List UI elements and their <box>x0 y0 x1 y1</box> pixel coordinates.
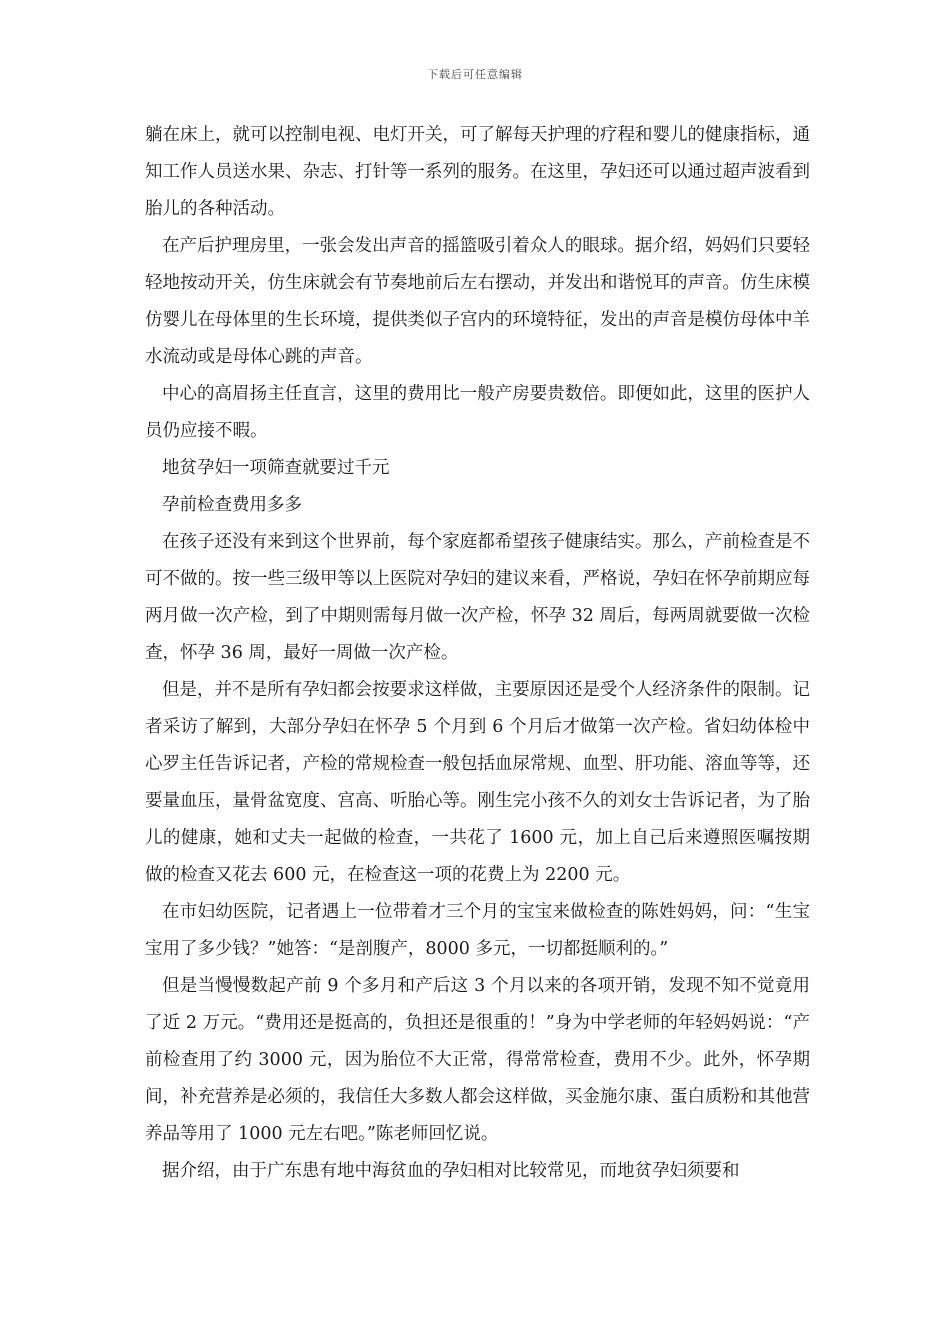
paragraph: 据介绍，由于广东患有地中海贫血的孕妇相对比较常见，而地贫孕妇须要和 <box>162 1161 740 1181</box>
section-heading: 地贫孕妇一项筛查就要过千元 <box>162 458 390 478</box>
section-heading: 孕前检查费用多多 <box>162 495 302 515</box>
document-body <box>145 117 810 1190</box>
paragraph: 在产后护理房里，一张会发出声音的摇篮吸引着众人的眼球。据介绍，妈妈们只要轻轻地按动开关，仿生床就会有节奏地前后左右摆动，并发出和谐悦耳的声音。仿生床模仿婴儿在母体里的生长环境，提供类似子宫内的环境特征，发出的声音是模仿母体中羊水流动或是母体心跳的声音。 <box>145 236 810 367</box>
paragraph: 但是，并不是所有孕妇都会按要求这样做，主要原因还是受个人经济条件的限制。记者采访了解到，大部分孕妇在怀孕 5 个月到 6 个月后才做第一次产检。省妇幼体检中心罗主任告诉记者，产检的常规检查一般包括血尿常规、血型、肝功能、溶血等等，还要量血压，量骨盆宽度、宫高、听胎心等。刚生完小孩不久的刘女士告诉记者，为了胎儿的健康，她和丈夫一起做的检查，一共花了 1600 元，加上自己后来遵照医嘱按期做的检查又花去 600 元，在检查这一项的花费上为 2200 元。 <box>145 680 810 885</box>
paragraph: 但是当慢慢数起产前 9 个多月和产后这 3 个月以来的各项开销，发现不知不觉竟用了近 2 万元。“费用还是挺高的，负担还是很重的！”身为中学老师的年轻妈妈说：“产前检查用了约 3000 元，因为胎位不大正常，得常常检查，费用不少。此外，怀孕期间，补充营养是必须的，我信任大多数人都会这样做，买金施尔康、蛋白质粉和其他营养品等用了 1000 元左右吧。”陈老师回忆说。 <box>145 976 810 1144</box>
paragraph: 中心的高眉扬主任直言，这里的费用比一般产房要贵数倍。即便如此，这里的医护人员仍应接不暇。 <box>145 384 810 441</box>
paragraph: 躺在床上，就可以控制电视、电灯开关，可了解每天护理的疗程和婴儿的健康指标，通知工作人员送水果、杂志、打针等一系列的服务。在这里，孕妇还可以通过超声波看到胎儿的各种活动。 <box>145 125 810 219</box>
paragraph: 在市妇幼医院，记者遇上一位带着才三个月的宝宝来做检查的陈姓妈妈，问：“生宝宝用了多少钱？”她答：“是剖腹产，8000 多元，一切都挺顺利的。” <box>145 902 810 959</box>
paragraph: 在孩子还没有来到这个世界前，每个家庭都希望孩子健康结实。那么，产前检查是不可不做的。按一些三级甲等以上医院对孕妇的建议来看，严格说，孕妇在怀孕前期应每两月做一次产检，到了中期则需每月做一次产检，怀孕 32 周后，每两周就要做一次检查，怀孕 36 周，最好一周做一次产检。 <box>145 532 810 663</box>
page-header: 下载后可任意编辑 <box>427 68 523 81</box>
